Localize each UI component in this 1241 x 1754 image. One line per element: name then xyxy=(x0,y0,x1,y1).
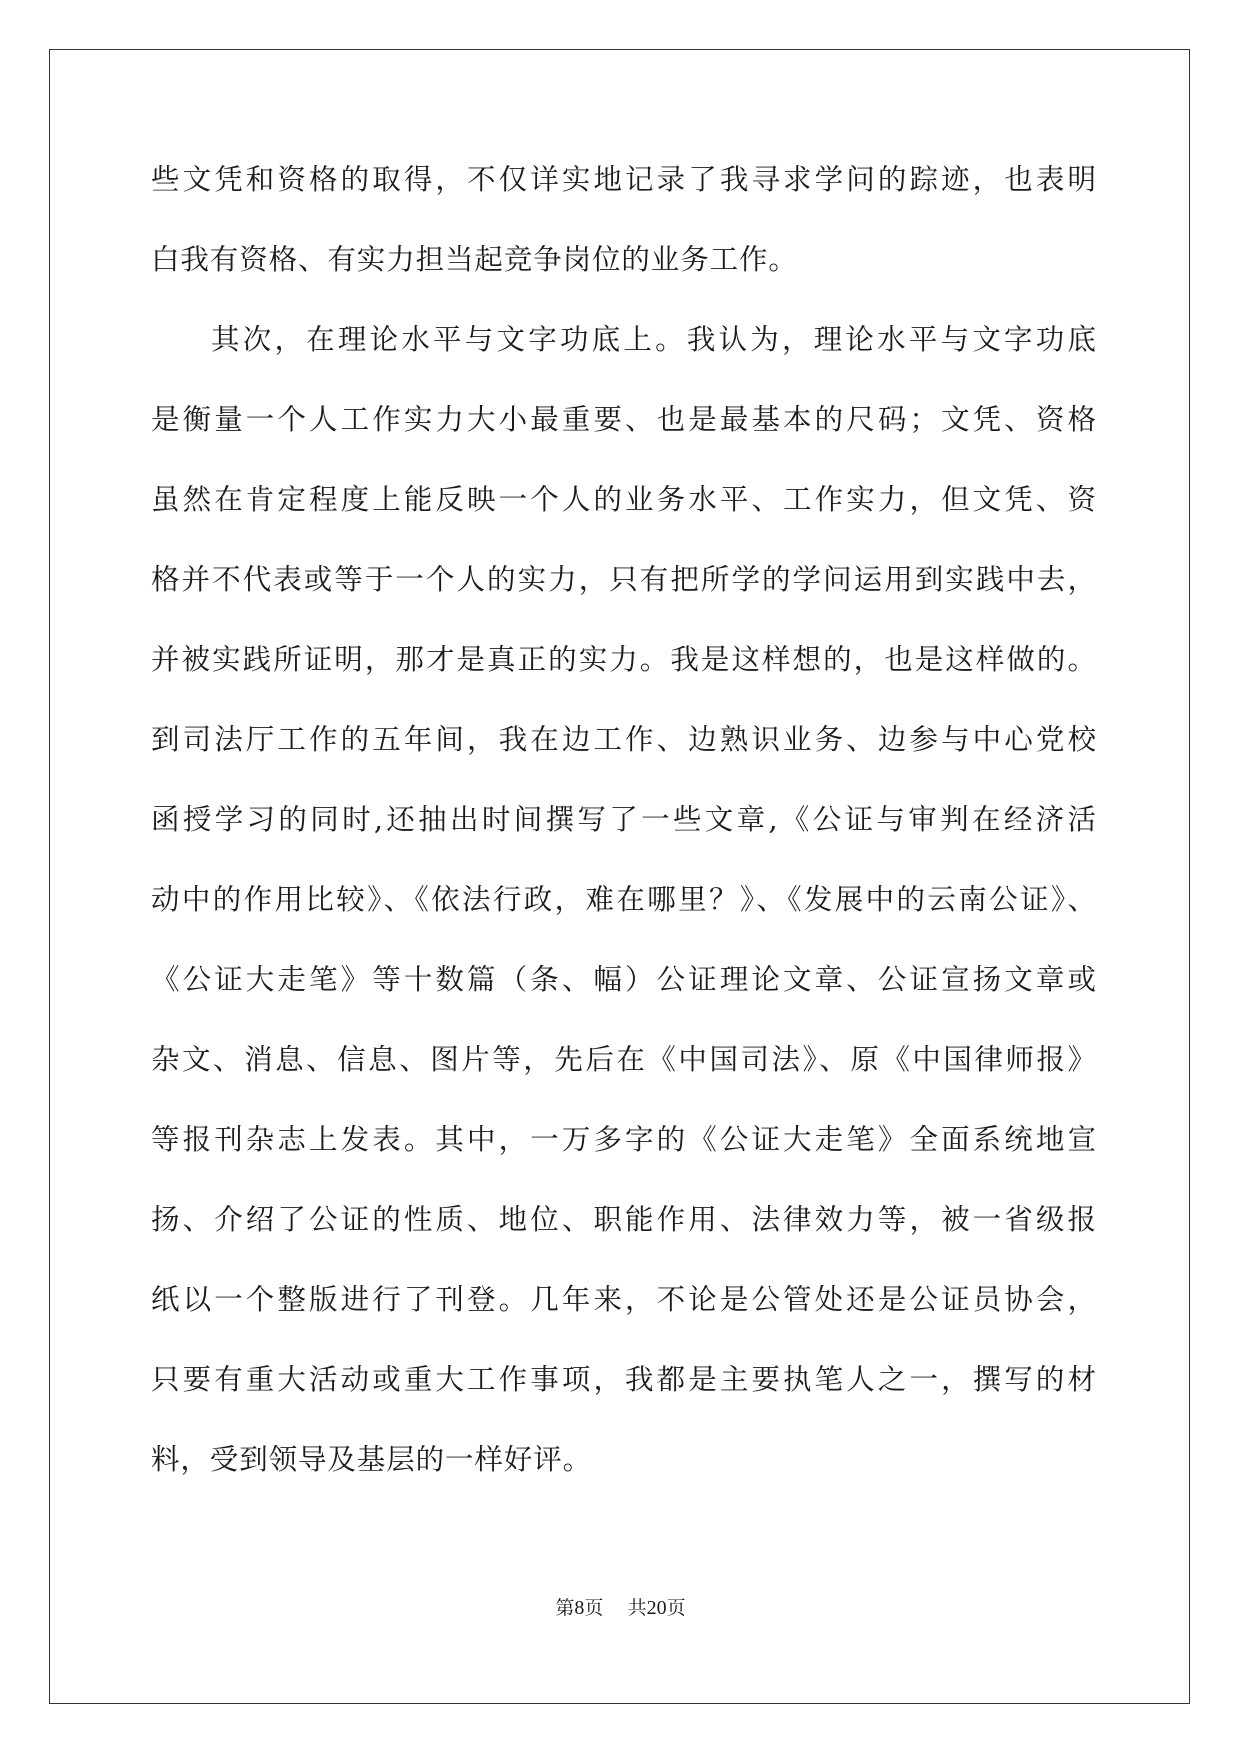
paragraph-line: 动中的作用比较》、《依法行政，难在哪里？》、《发展中的云南公证》、 xyxy=(151,883,1096,916)
footer-total-pages: 20 xyxy=(646,1597,667,1619)
paragraph-line: 其次，在理论水平与文字功底上。我认为，理论水平与文字功底 xyxy=(211,323,1096,356)
paragraph-line: 料，受到领导及基层的一样好评。 xyxy=(151,1443,593,1476)
paragraph-line: 格并不代表或等于一个人的实力，只有把所学的学问运用到实践中去， xyxy=(151,563,1096,596)
paragraph-line: 只要有重大活动或重大工作事项，我都是主要执笔人之一，撰写的材 xyxy=(151,1363,1096,1396)
footer-page-prefix: 第 xyxy=(555,1597,575,1619)
footer-page-suffix: 页 xyxy=(584,1597,604,1619)
paragraph-line: 些文凭和资格的取得，不仅详实地记录了我寻求学问的踪迹，也表明 xyxy=(151,163,1096,196)
paragraph-line: 并被实践所证明，那才是真正的实力。我是这样想的，也是这样做的。 xyxy=(151,643,1096,676)
footer-total-suffix: 页 xyxy=(666,1597,686,1619)
paragraph-line: 虽然在肯定程度上能反映一个人的业务水平、工作实力，但文凭、资 xyxy=(151,483,1096,516)
paragraph-line: 纸以一个整版进行了刊登。几年来，不论是公管处还是公证员协会， xyxy=(151,1283,1096,1316)
document-body xyxy=(151,160,1096,1520)
paragraph-line: 白我有资格、有实力担当起竞争岗位的业务工作。 xyxy=(151,243,798,276)
paragraph-line: 扬、介绍了公证的性质、地位、职能作用、法律效力等，被一省级报 xyxy=(151,1203,1096,1236)
paragraph-line: 是衡量一个人工作实力大小最重要、也是最基本的尺码；文凭、资格 xyxy=(151,403,1096,436)
footer-total-prefix: 共 xyxy=(627,1597,647,1619)
paragraph-line: 杂文、消息、信息、图片等，先后在《中国司法》、原《中国律师报》 xyxy=(151,1043,1096,1076)
paragraph-line: 《公证大走笔》等十数篇（条、幅）公证理论文章、公证宣扬文章或 xyxy=(151,963,1096,996)
page-footer xyxy=(0,1593,1241,1620)
footer-page-number: 8 xyxy=(574,1597,585,1619)
paragraph-line: 等报刊杂志上发表。其中，一万多字的《公证大走笔》全面系统地宣 xyxy=(151,1123,1096,1156)
paragraph-line: 函授学习的同时,还抽出时间撰写了一些文章,《公证与审判在经济活 xyxy=(151,803,1096,836)
paragraph-line: 到司法厅工作的五年间，我在边工作、边熟识业务、边参与中心党校 xyxy=(151,723,1096,756)
